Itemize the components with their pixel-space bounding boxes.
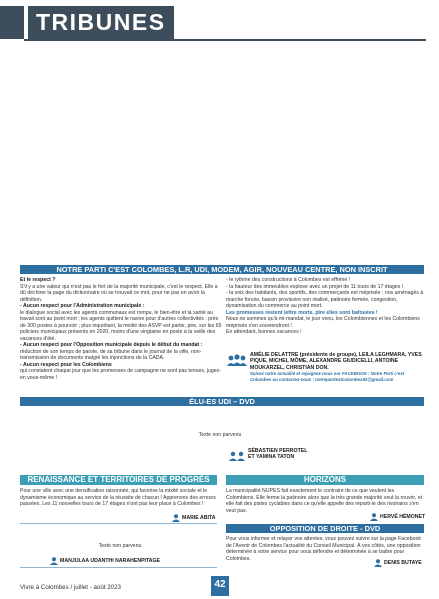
paragraph: - le rythme des constructions à Colombes est effréné !: [226, 277, 351, 283]
section3-bar: RENAISSANCE ET TERRITOIRES DE PROGRÈS: [20, 475, 217, 485]
signature-name: ET YAMINA TATON: [248, 454, 295, 461]
paragraph: S'il y a une valeur qui n'est pas le fort de la majorité municipale, c'est le respect. Elle a dû déchirer la page du dictionnaire où se trouvait ce mot, pour ne pas en avoir la définition.: [20, 283, 218, 303]
section6-text: Pour vous informer et relayer vos attentes, vous pouvez suivre sur la page Facebook de l'Avenir de Colombes l'actualité du Conseil Municipal. À vos côtés, une opposition déterminée à votre service pour vous défendre et déterminée à se battre pour Colombes.: [226, 536, 421, 562]
paragraph: Les promesses restent lettre morte, pire elles sont bafouées !: [226, 309, 378, 316]
signature-note: Colombes ou contactez-nous : notrepartiestcolombes92@gmail.com: [250, 376, 394, 382]
paragraph: qui constatent chaque jour que les promesses de campagne ne sont pas tenues, jugez-en vous-même !: [20, 368, 222, 381]
section5-signature: MANJULAA UDANTHI NARAHENPITAGE: [60, 558, 160, 564]
person-icon: [50, 557, 58, 565]
section1-right-column: [226, 277, 426, 349]
section4-bar: HORIZONS: [226, 475, 424, 485]
footer-text: Vivre à Colombes / juillet - août 2023: [20, 584, 122, 591]
paragraph: Nous ne sommes qu'à mi-mandat, le jour venu, les Colombiennes et les Colombiens méprisés s'en souviendront !: [226, 316, 420, 329]
page-title: TRIBUNES: [28, 6, 174, 39]
section6-bar: OPPOSITION DE DROITE - DVD: [226, 524, 424, 533]
group-people-icon: [226, 354, 248, 366]
heading: - Aucun respect pour l'Opposition municipale depuis le début du mandat :: [20, 342, 203, 348]
section2-signature: [248, 448, 358, 461]
signature-note: Suivez notre actualité et rejoignez-nous sur FACEBOOK : Notre Parti c'est: [250, 371, 405, 377]
paragraph: le dialogue social avec les agents communaux est rompu, le bien-être et la santé au travail sont au point mort ; les agents quittent le navire pour d'autres collectivités : près de 300 postes à pourvoir ; plus inquiétant, la moitié des ASVP est partie, pire, sur les 65 policiers municipaux présents en 2020, moins d'une vingtaine en poste à la veille des vacances d'été.: [20, 309, 222, 342]
person-icon: [172, 514, 180, 522]
section6-signature: DENIS BUTAYE: [384, 560, 422, 566]
signature-names: AMÉLIE DELATTRE (présidente de groupe), LEILA LEGHMARA, YVES PIQUE, MICHEL MÔME, ALEXANDRE GIUDICELLI, ANTOINE MOUKARZEL, CHRISTIAN DON.: [250, 352, 422, 371]
section4-text: La municipalité NUPES fait exactement le contraire de ce que veulent les Colombiens. Elle ferme la patinoire alors que la très grande majorité veut la rouvrir, et elle fait des pistes cyclables dans ce qu'elle appelle des réparti-le des rivoirains s'en veut pas.: [226, 488, 423, 514]
section3-signature: MARIE ABITA: [182, 515, 216, 521]
heading: - Aucun respect pour les Colombiens: [20, 361, 112, 368]
heading: - Aucun respect pour l'Administration municipale :: [20, 303, 145, 309]
paragraph: En attendant, bonnes vacances !: [226, 329, 302, 335]
person-icon: [374, 559, 382, 567]
section1-bar: NOTRE PARTI C'EST COLOMBES, L.R, UDI, MODEM, AGIR, NOUVEAU CENTRE, NON INSCRIT: [20, 265, 424, 274]
person-icon: [370, 513, 378, 521]
section5-text: Texte non parvenu: [98, 543, 142, 549]
section1-signature: [250, 352, 426, 382]
section4-signature: HERVÉ HÉMONET: [380, 514, 426, 520]
page-number: 42: [211, 576, 229, 596]
section2-bar: ÉLU-ES UDI – DVD: [20, 397, 424, 406]
people-icon: [228, 451, 246, 461]
divider: [20, 567, 217, 568]
signature-name: SÉBASTIEN PERROTEL: [248, 448, 308, 454]
section1-left-column: [20, 277, 222, 387]
heading: Et le respect ?: [20, 277, 56, 283]
paragraph: réduction de son temps de parole, de sa tribune dans le journal de la ville, non-transmission de documents malgré les injonctions de la CADA.: [20, 348, 202, 361]
section2-text: Texte non parvenu: [198, 432, 242, 438]
divider: [20, 523, 217, 524]
section3-text: Pour une ville avec une densification raisonnée, qui favorise la mixité sociale et le dynamisme économique au service de la réussite de chacun ! Apprenons des erreurs passées. Les 11 nouvelles tours de 17 étages n'ont pas leur place à Colombes !: [20, 488, 216, 507]
paragraph: - la hauteur des immeubles explose avec un projet de 11 tours de 17 étages !: [226, 283, 404, 290]
header-rule: [24, 39, 426, 41]
header-accent: [0, 6, 24, 39]
paragraph: - la voix des habitants, des sportifs, des commerçants est méprisée ; nos aménagés à marche forcée, bassin provisoire non réalisé, patinoire fermée, congestion, dynamisation du commerce au point mort.: [226, 290, 424, 309]
